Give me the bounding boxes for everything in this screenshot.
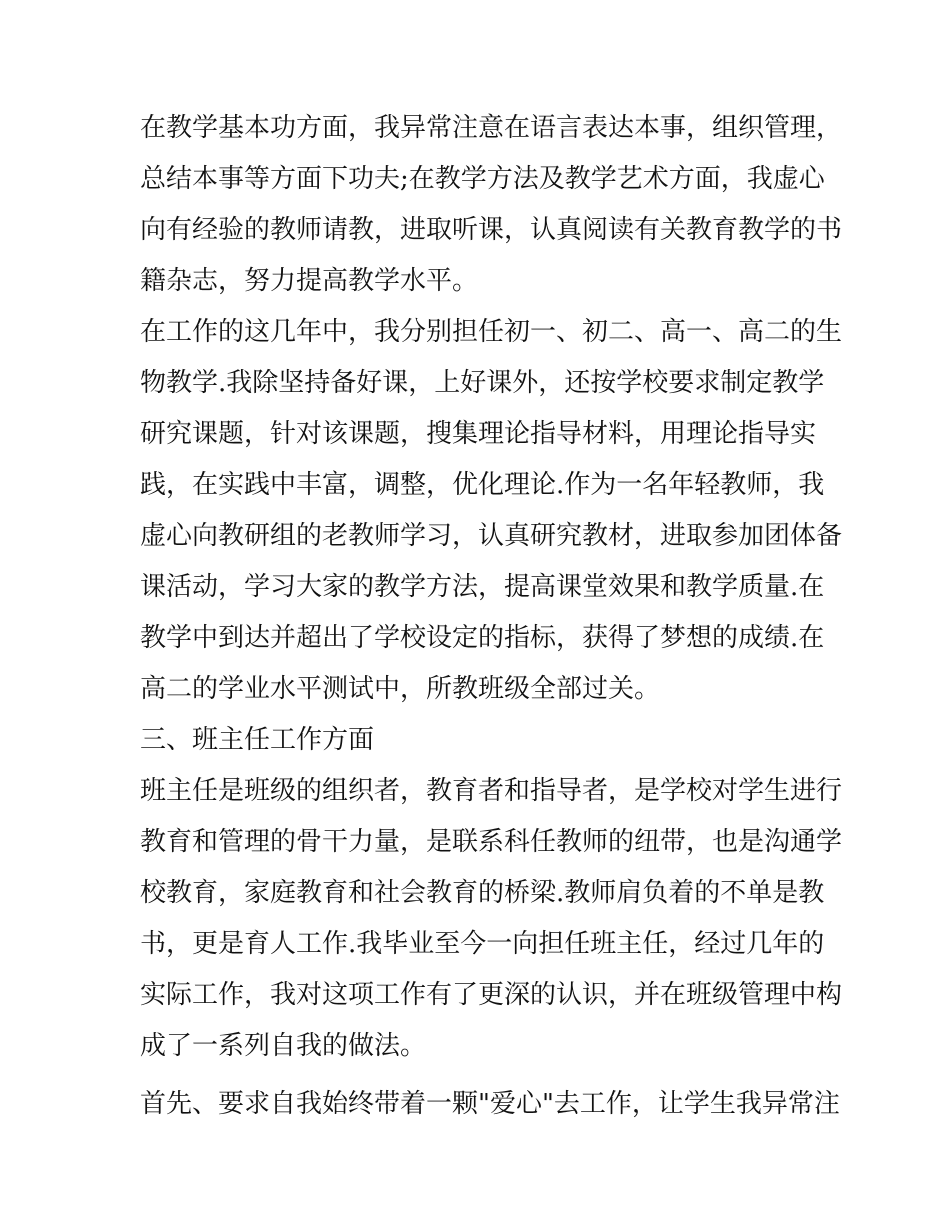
text-line: 实际工作，我对这项工作有了更深的认识，并在班级管理中构 — [140, 980, 843, 1010]
text-line: 在工作的这几年中，我分别担任初一、初二、高一、高二的生 — [140, 317, 843, 347]
text-line: 成了一系列自我的做法。 — [140, 1031, 427, 1061]
text-line: 物教学.我除坚持备好课，上好课外，还按学校要求制定教学 — [140, 368, 825, 398]
text-line: 班主任是班级的组织者，教育者和指导者，是学校对学生进行 — [140, 776, 843, 806]
text-line: 课活动，学习大家的教学方法，提高课堂效果和教学质量.在 — [140, 572, 825, 602]
text-line: 研究课题，针对该课题，搜集理论指导材料，用理论指导实 — [140, 419, 817, 449]
text-line: 教育和管理的骨干力量，是联系科任教师的纽带，也是沟通学 — [140, 827, 843, 857]
document-body — [140, 103, 843, 1130]
text-line: 首先、要求自我始终带着一颗"爱心"去工作，让学生我异常注 — [140, 1089, 840, 1119]
text-line: 籍杂志，努力提高教学水平。 — [140, 266, 479, 296]
text-line: 总结本事等方面下功夫;在教学方法及教学艺术方面，我虚心 — [140, 164, 825, 194]
text-line: 高二的学业水平测试中，所教班级全部过关。 — [140, 674, 661, 704]
text-line: 教学中到达并超出了学校设定的指标，获得了梦想的成绩.在 — [140, 623, 825, 653]
text-line: 校教育，家庭教育和社会教育的桥梁.教师肩负着的不单是教 — [140, 878, 825, 908]
paragraph-gap — [140, 1072, 820, 1079]
section-heading: 三、班主任工作方面 — [140, 725, 375, 755]
text-line: 向有经验的教师请教，进取听课，认真阅读有关教育教学的书 — [140, 215, 843, 245]
text-line: 书，更是育人工作.我毕业至今一向担任班主任，经过几年的 — [140, 929, 825, 959]
text-line: 在教学基本功方面，我异常注意在语言表达本事，组织管理， — [140, 113, 843, 143]
text-line: 虚心向教研组的老教师学习，认真研究教材，进取参加团体备 — [140, 521, 843, 551]
text-line: 践，在实践中丰富，调整，优化理论.作为一名年轻教师，我 — [140, 470, 825, 500]
